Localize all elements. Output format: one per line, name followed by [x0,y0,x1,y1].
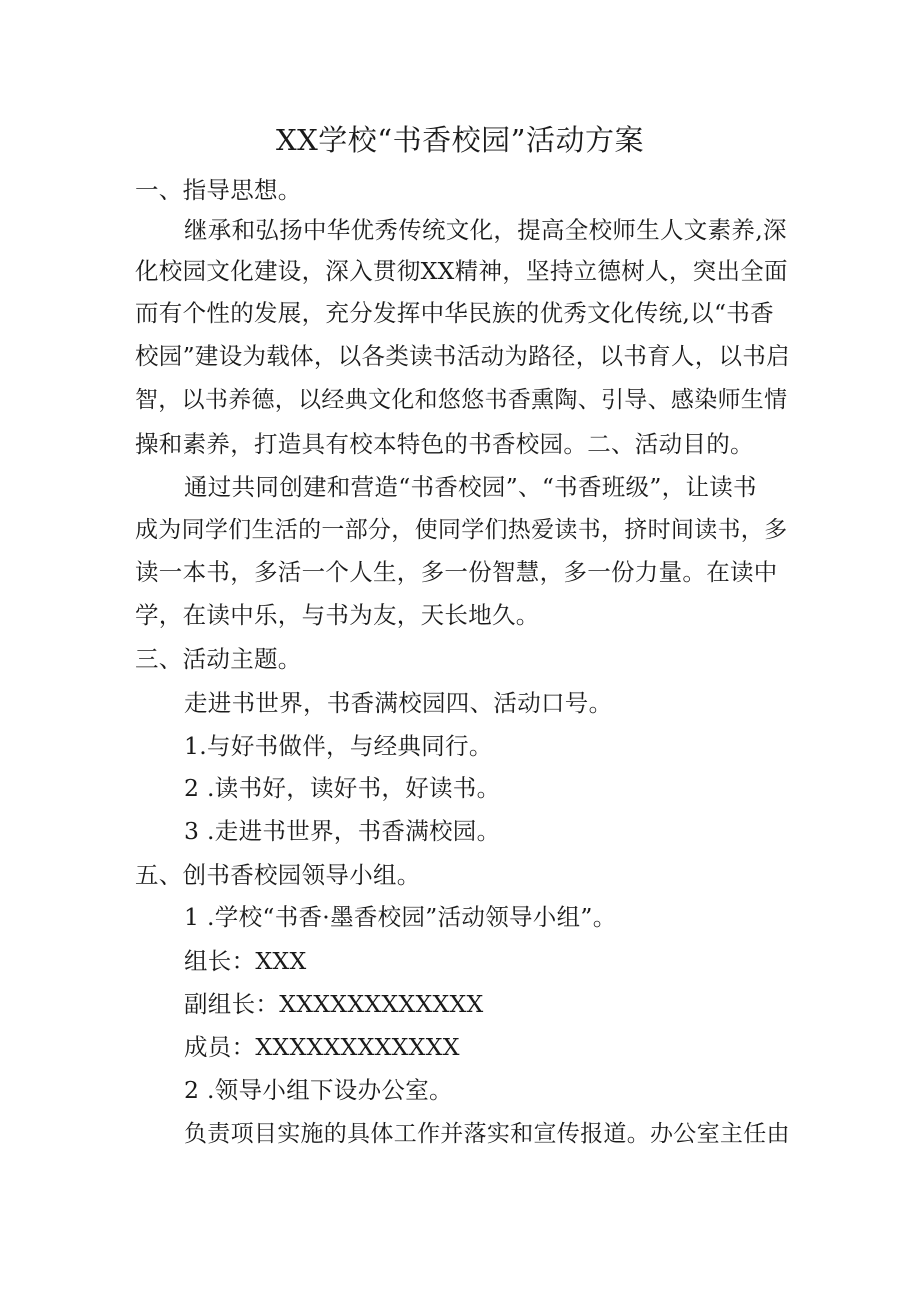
slogan-item: 2 .读书好，读好书，好读书。 [184,774,501,802]
list-item: 成员：XXXXXXXXXXXX [184,1033,460,1061]
paragraph-line: 校园”建设为载体，以各类读书活动为路径，以书育人，以书启 [135,342,790,370]
paragraph-line: 而有个性的发展，充分发挥中华民族的优秀文化传统,以“书香 [135,299,774,327]
list-item: 副组长：XXXXXXXXXXXX [184,990,484,1018]
paragraph-line: 走进书世界，书香满校园四、活动口号。 [184,689,613,717]
slogan-item: 3 .走进书世界，书香满校园。 [184,817,501,845]
section-heading-leadership: 五、创书香校园领导小组。 [135,861,421,889]
paragraph-line: 化校园文化建设，深入贯彻XX精神，坚持立德树人，突出全面 [135,257,788,285]
document-title: XX学校“书香校园”活动方案 [276,123,644,157]
list-item: 组长：XXX [184,947,307,975]
list-item: 1 .学校“书香·墨香校园”活动领导小组”。 [184,903,617,931]
section-heading-guiding-ideology: 一、指导思想。 [135,176,302,204]
paragraph-line: 智，以书养德，以经典文化和悠悠书香熏陶、引导、感染师生情 [135,387,788,413]
list-item: 2 .领导小组下设办公室。 [184,1076,453,1104]
paragraph-line: 负责项目实施的具体工作并落实和宣传报道。办公室主任由 [184,1121,790,1147]
paragraph-line: 继承和弘扬中华优秀传统文化，提高全校师生人文素养,深 [184,216,787,244]
paragraph-line: 成为同学们生活的一部分，使同学们热爱读书，挤时间读书，多 [135,517,788,543]
section-heading-theme: 三、活动主题。 [135,645,302,673]
paragraph-line: 学，在读中乐，与书为友，天长地久。 [135,601,540,629]
slogan-item: 1.与好书做伴，与经典同行。 [184,732,493,760]
paragraph-line: 通过共同创建和营造“书香校园”、“书香班级”，让读书 [184,473,757,501]
paragraph-line: 操和素养，打造具有校本特色的书香校园。二、活动目的。 [135,430,754,458]
paragraph-line: 读一本书，多活一个人生，多一份智慧，多一份力量。在读中 [135,558,778,586]
